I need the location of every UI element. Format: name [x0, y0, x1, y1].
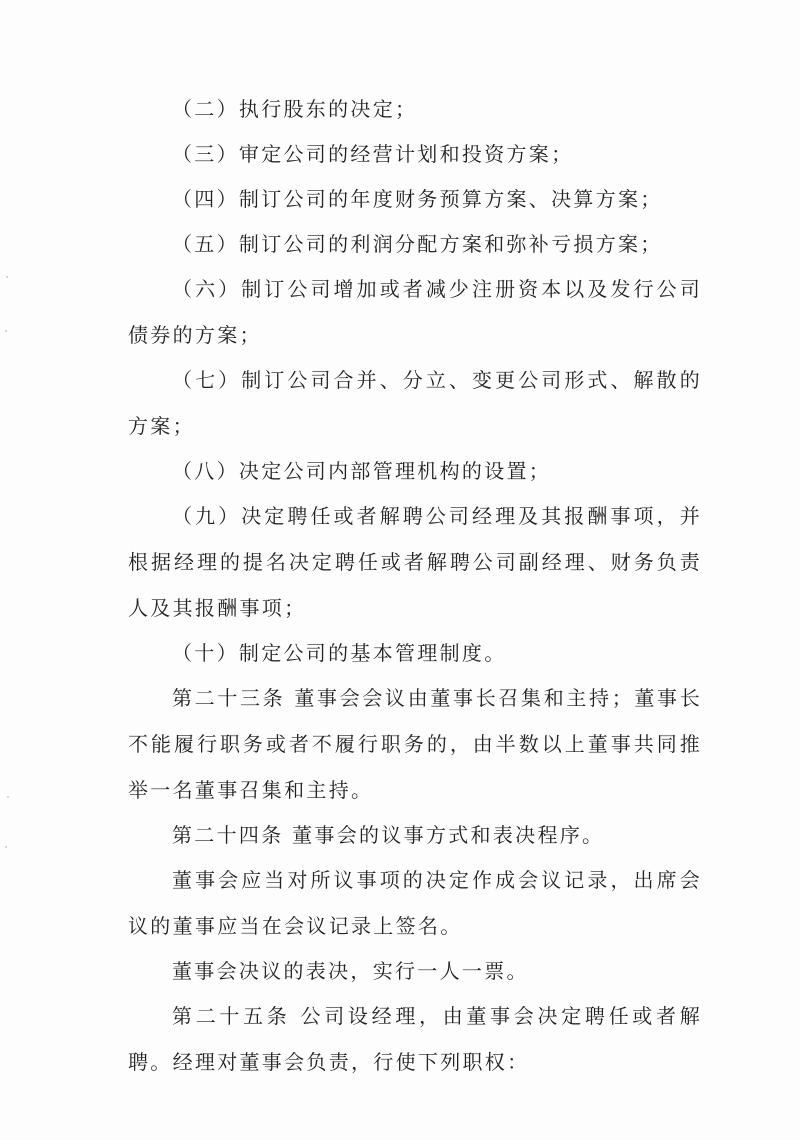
article-25: 第二十五条 公司设经理，由董事会决定聘任或者解聘。经理对董事会负责，行使下列职权： [128, 1004, 702, 1074]
scan-speck [6, 276, 8, 278]
article-23: 第二十三条 董事会会议由董事长召集和主持；董事长不能履行职务或者不履行职务的，由半数以上董事共同推举一名董事召集和主持。 [128, 686, 702, 802]
scan-speck [5, 846, 7, 848]
paragraph: （四）制订公司的年度财务预算方案、决算方案； [172, 187, 663, 211]
scan-speck [7, 796, 9, 798]
paragraph: （五）制订公司的利润分配方案和弥补亏损方案； [172, 232, 663, 256]
paragraph: （二）执行股东的决定； [172, 97, 418, 121]
paragraph: （九）决定聘任或者解聘公司经理及其报酬事项，并根据经理的提名决定聘任或者解聘公司副经理、财务负责人及其报酬事项； [128, 504, 702, 620]
article-24: 第二十四条 董事会的议事方式和表决程序。 [172, 823, 605, 847]
paragraph: （十）制定公司的基本管理制度。 [172, 641, 507, 665]
paragraph: （六）制订公司增加或者减少注册资本以及发行公司债券的方案； [128, 277, 702, 347]
paragraph: （七）制订公司合并、分立、变更公司形式、解散的方案； [128, 368, 702, 438]
paragraph: 董事会决议的表决，实行一人一票。 [172, 959, 529, 983]
paragraph: （三）审定公司的经营计划和投资方案； [172, 142, 574, 166]
paragraph: 董事会应当对所议事项的决定作成会议记录，出席会议的董事应当在会议记录上签名。 [128, 868, 702, 938]
paragraph: （八）决定公司内部管理机构的设置； [172, 459, 552, 483]
document-body [128, 86, 702, 1084]
scan-speck [5, 330, 7, 332]
